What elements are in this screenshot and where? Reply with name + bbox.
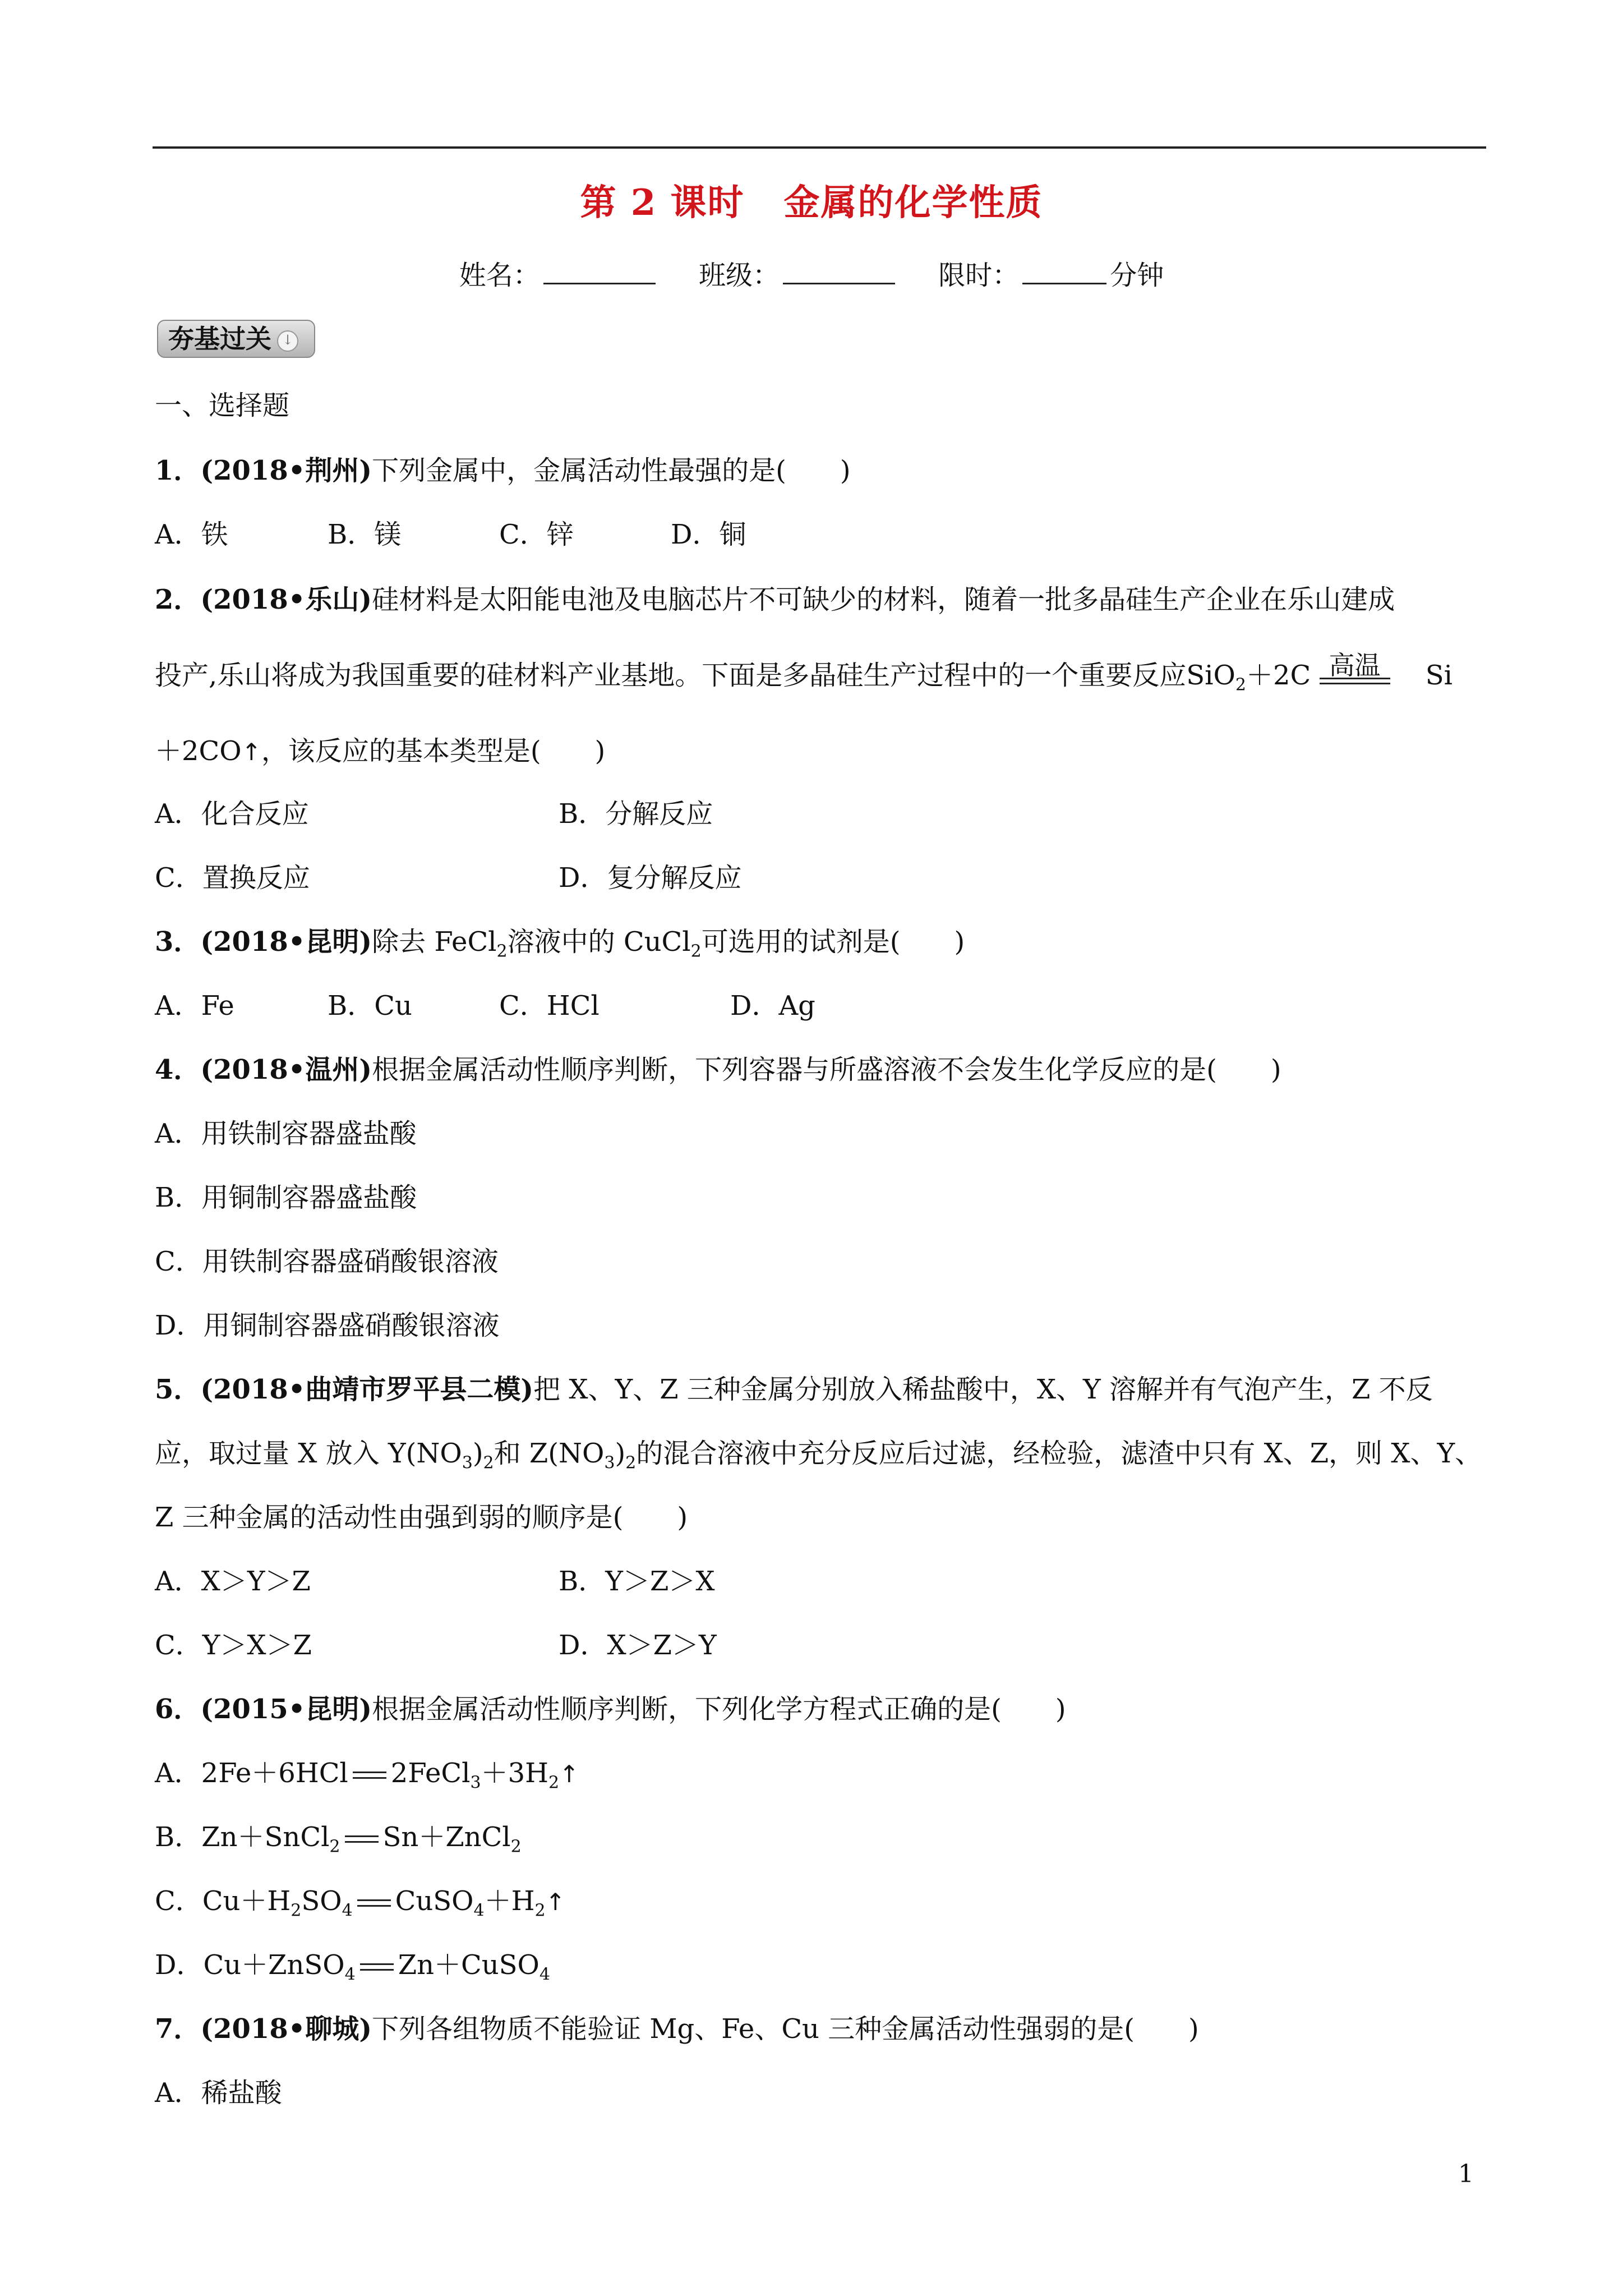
question-3: 3．(2018•昆明)除去 FeCl$_2$溶液中的 CuCl$_2$可选用的试剂是( ) — [155, 926, 965, 961]
question-5-options-cd — [155, 1623, 1501, 1662]
question-1-options — [155, 513, 1501, 551]
section-heading: 一、选择题 — [155, 390, 290, 421]
header-rule — [153, 146, 1486, 149]
option[interactable]: D．X＞Z＞Y — [559, 1630, 717, 1661]
question-1: 1．(2018•荆州)下列金属中，金属活动性最强的是( ) — [155, 455, 851, 486]
question-2: 2．(2018•乐山)硅材料是太阳能电池及电脑芯片不可缺少的材料，随着一批多晶硅生产企业在乐山建成 — [155, 584, 1395, 615]
page-title — [0, 174, 1623, 226]
option[interactable]: B．Zn＋SnCl$_2$ Sn＋ZnCl$_2$ — [155, 1821, 522, 1857]
student-info — [0, 254, 1623, 292]
question-5-options-ab — [155, 1559, 1501, 1598]
question-2-options-ab — [155, 792, 1501, 831]
option[interactable]: C．用铁制容器盛硝酸银溶液 — [155, 1246, 499, 1277]
option[interactable]: B．镁 — [328, 519, 402, 550]
option[interactable]: D．Ag — [730, 990, 815, 1022]
option[interactable]: A．2Fe＋6HCl $2FeCl_3+3H_2↑$ — [155, 1757, 579, 1793]
option[interactable]: D．用铜制容器盛硝酸银溶液 — [155, 1310, 500, 1341]
name-field[interactable]: 姓名： — [459, 254, 659, 292]
option[interactable]: D．铜 — [671, 519, 746, 550]
section-badge: 夯基过关 ↓ — [157, 320, 315, 358]
class-field[interactable]: 班级： — [699, 254, 898, 292]
question-6: 6．(2015•昆明)根据金属活动性顺序判断，下列化学方程式正确的是( ) — [155, 1694, 1066, 1725]
option[interactable]: A．Fe — [155, 990, 234, 1022]
option[interactable]: C．置换反应 — [155, 862, 310, 894]
option[interactable]: A．X＞Y＞Z — [155, 1566, 311, 1597]
title-topic: 金属的化学性质 — [783, 182, 1043, 224]
question-2-line2: 投产,乐山将成为我国重要的硅材料产业基地。下面是多晶硅生产过程中的一个重要反应SiO$_2$＋2C 高温 Si — [155, 650, 1453, 695]
question-2-options-cd — [155, 856, 1501, 895]
option[interactable]: B．用铜制容器盛盐酸 — [155, 1182, 417, 1213]
page-number: 1 — [1458, 2160, 1474, 2188]
option[interactable]: A．用铁制容器盛盐酸 — [155, 1118, 417, 1149]
time-field[interactable]: 限时： 分钟 — [938, 260, 1164, 291]
option[interactable]: D．复分解反应 — [559, 862, 742, 894]
question-4: 4．(2018•温州)根据金属活动性顺序判断，下列容器与所盛溶液不会发生化学反应的是( ) — [155, 1054, 1281, 1085]
question-5-line2: 应，取过量 X 放入 $Y(NO_3)_2$和 $Z(NO_3)_2$的混合溶液中充分反应后过滤，经检验，滤渣中只有 X、Z，则 X、Y、 — [155, 1438, 1482, 1473]
option[interactable]: C．Y＞X＞Z — [155, 1630, 312, 1661]
option[interactable]: B．Y＞Z＞X — [559, 1566, 715, 1597]
option[interactable]: C．锌 — [499, 519, 574, 550]
question-5: 5．(2018•曲靖市罗平县二模)把 X、Y、Z 三种金属分别放入稀盐酸中，X、Y 溶解并有气泡产生，Z 不反 — [155, 1374, 1433, 1405]
title-lesson: 第 2 课时 — [580, 182, 745, 224]
question-5-line3: Z 三种金属的活动性由强到弱的顺序是( ) — [155, 1502, 688, 1533]
option[interactable]: A．化合反应 — [155, 798, 309, 830]
option[interactable]: C．HCl — [499, 990, 600, 1022]
option[interactable]: B．分解反应 — [559, 798, 713, 830]
reaction-condition: 高温 — [1320, 674, 1390, 684]
option[interactable]: C．$Cu+H_2SO_4$ $CuSO_4+H_2↑$ — [155, 1885, 565, 1921]
question-3-options — [155, 984, 1501, 1023]
option[interactable]: A．稀盐酸 — [155, 2077, 282, 2109]
down-arrow-icon: ↓ — [277, 330, 298, 352]
option[interactable]: B．Cu — [328, 990, 412, 1022]
question-7: 7．(2018•聊城)下列各组物质不能验证 Mg、Fe、Cu 三种金属活动性强弱的是( ) — [155, 2013, 1199, 2045]
option[interactable]: D．Cu＋ZnSO$_4$ Zn＋CuSO$_4$ — [155, 1949, 550, 1985]
question-2-line3: ＋2CO↑，该反应的基本类型是( ) — [155, 735, 606, 767]
option[interactable]: A．铁 — [155, 519, 228, 550]
